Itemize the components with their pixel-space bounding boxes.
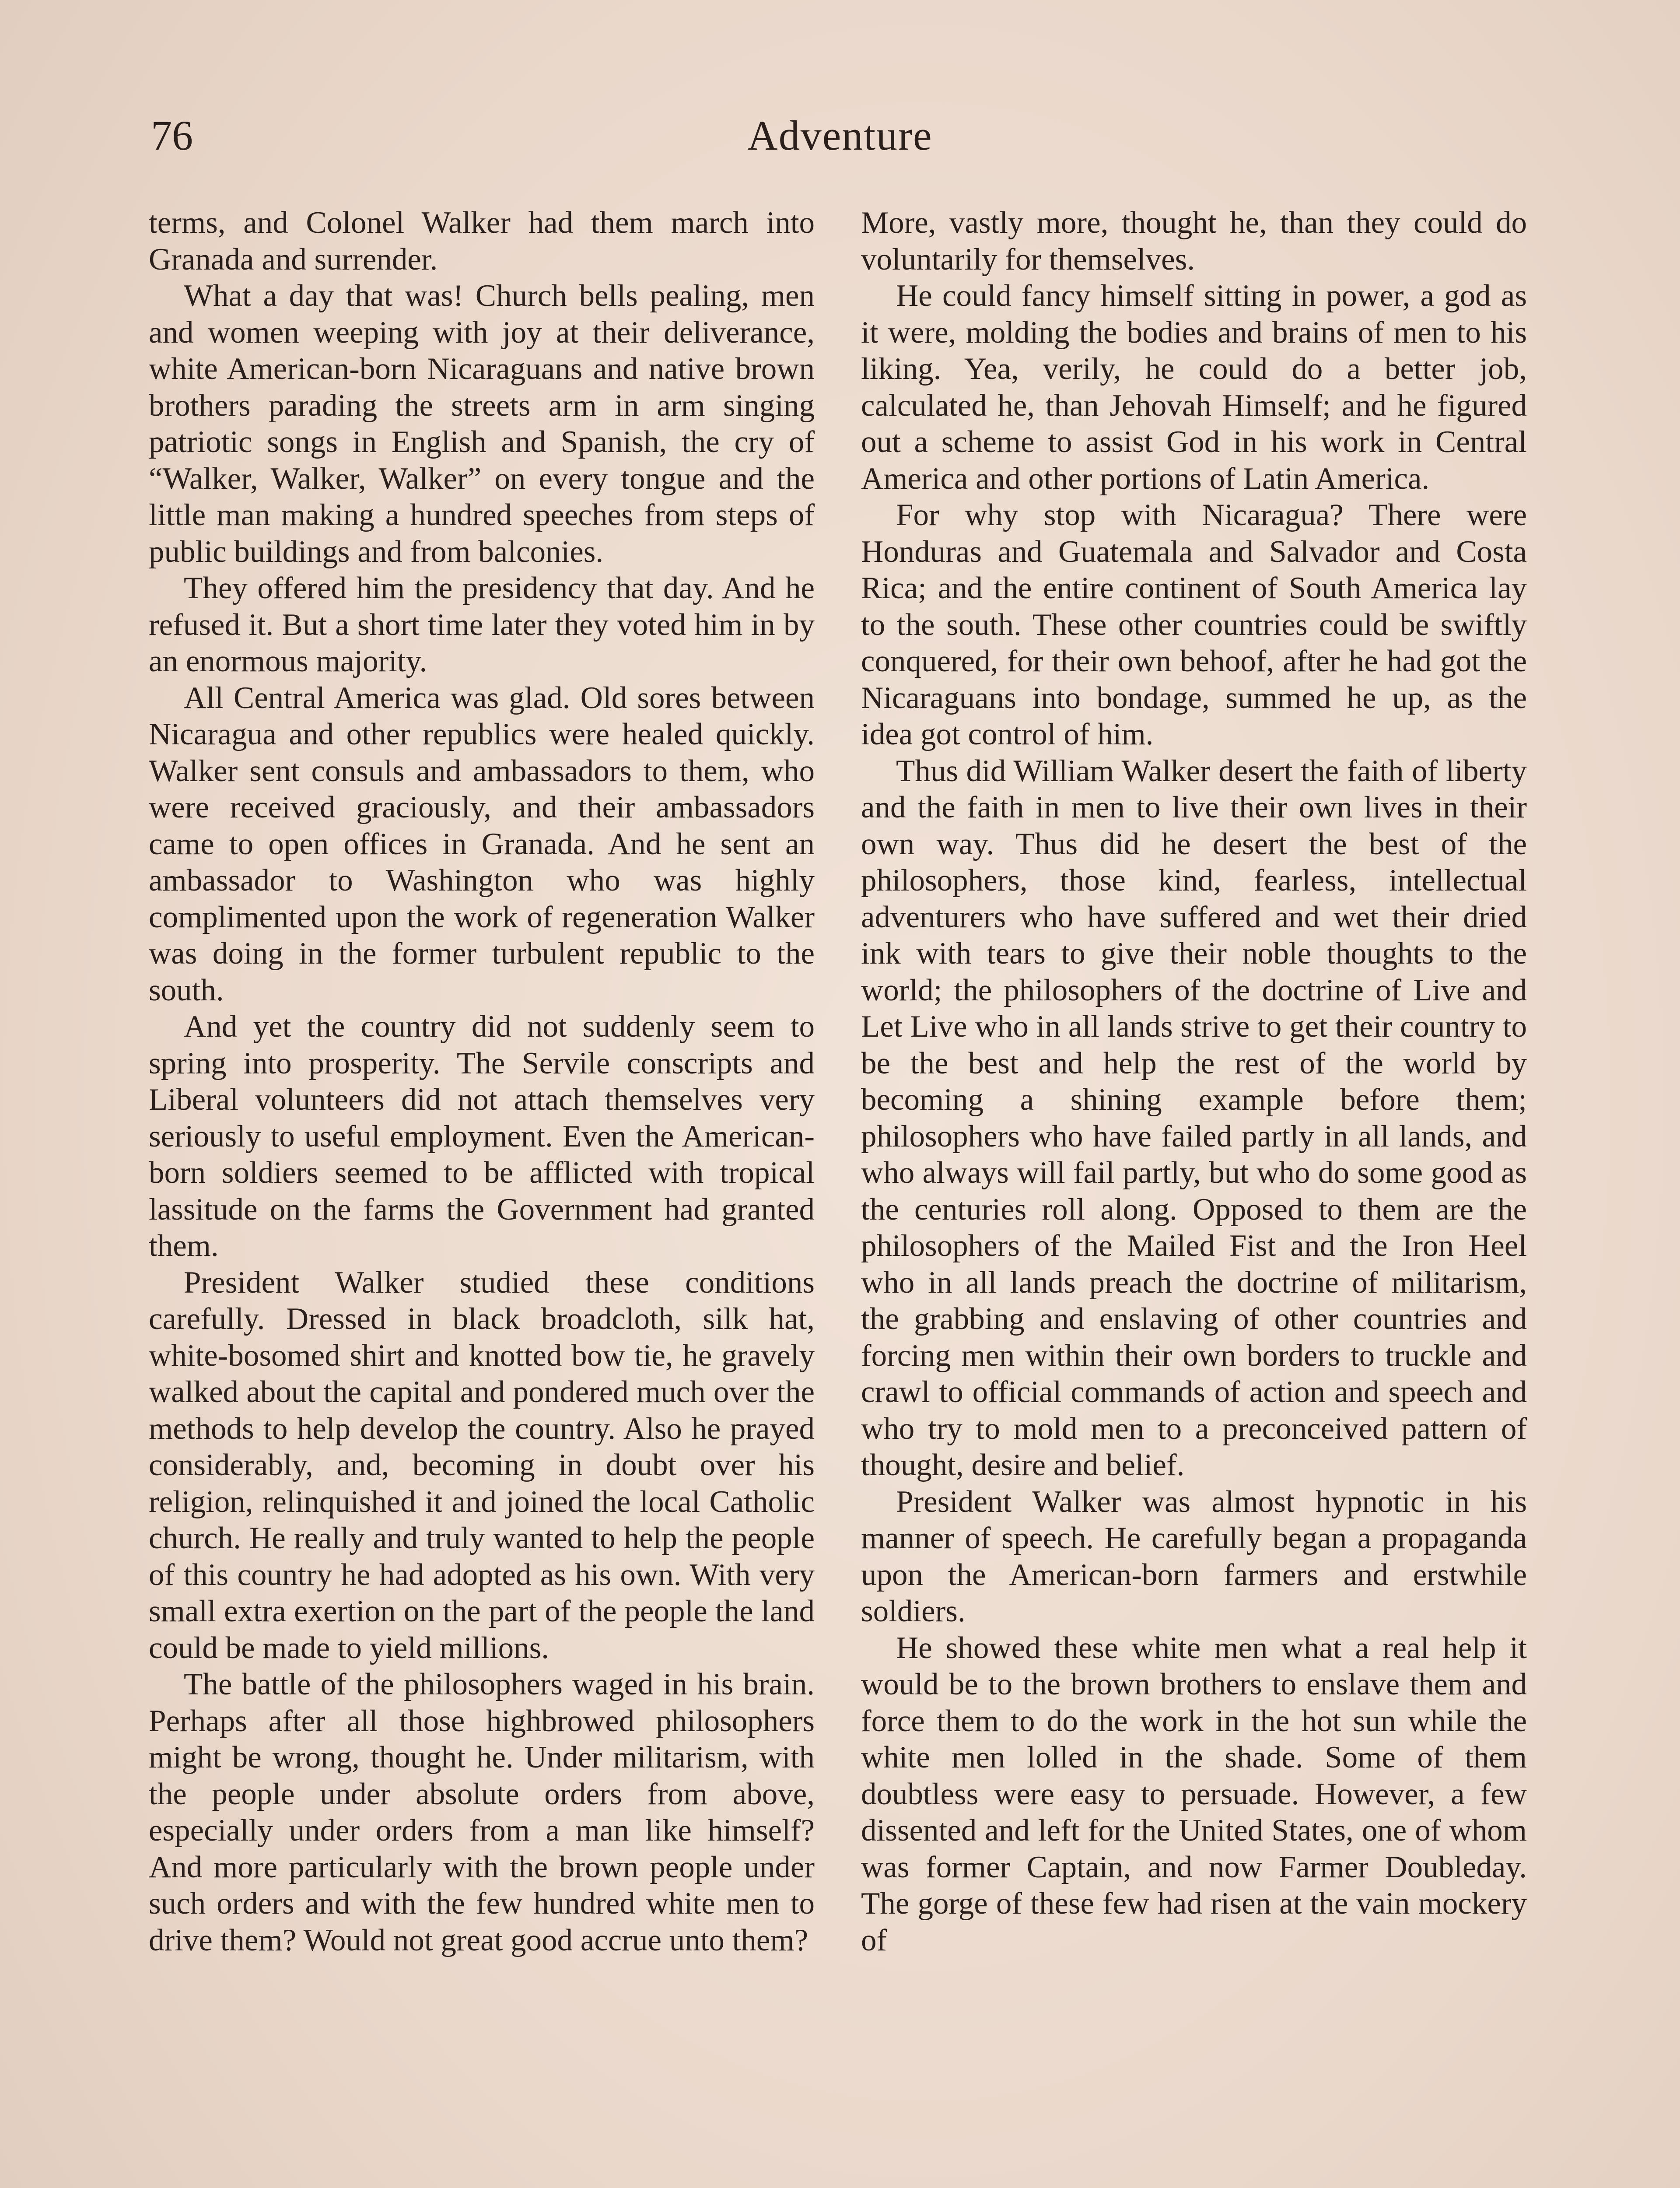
paragraph: terms, and Colonel Walker had them march into Granada and surrender. [149, 206, 815, 277]
running-head: Adventure [747, 112, 933, 159]
paragraph: More, vastly more, thought he, than they could do voluntarily for themselves. [861, 206, 1527, 277]
left-column [149, 205, 815, 1959]
paragraph: He could fancy himself sitting in power, a god as it were, molding the bodies and brains of men to his liking. Yea, verily, he could do a better job, calculated he, than Jehovah Himself; and he figured out a scheme to assist God in his work in Central America and other portions of Latin America. [861, 279, 1527, 496]
paragraph: They offered him the presidency that day. And he refused it. But a short time later they voted him in by an enormous majority. [149, 571, 815, 678]
paragraph: He showed these white men what a real help it would be to the brown brothers to enslave them and force them to do the work in the hot sun while the white men lolled in the shade. Some of them doubtless were easy to persuade. However, a few dissented and left for the United States, one of whom was former Captain, and now Farmer Doubleday. The gorge of these few had risen at the vain mockery of [861, 1630, 1527, 1957]
paragraph: President Walker was almost hypnotic in his manner of speech. He carefully began a propaganda upon the American-born farmers and erstwhile soldiers. [861, 1484, 1527, 1628]
paragraph: All Central America was glad. Old sores between Nicaragua and other republics were healed quickly. Walker sent consuls and ambassadors to them, who were received graciously, and their ambassadors came to open offices in Granada. And he sent an ambassador to Washington who was highly complimented upon the work of regeneration Walker was doing in the former turbulent republic to the south. [149, 680, 815, 1007]
paragraph: For why stop with Nicaragua? There were Honduras and Guatemala and Salvador and Costa Rica; and the entire continent of South America lay to the south. These other countries could be swiftly conquered, for their own behoof, after he had got the Nicaraguans into bondage, summed he up, as the idea got control of him. [861, 498, 1527, 751]
paragraph: And yet the country did not suddenly seem to spring into prosperity. The Servile conscripts and Liberal volunteers did not attach themselves very seriously to useful employment. Even the American-born soldiers seemed to be afflicted with tropical lassitude on the farms the Government had granted them. [149, 1010, 815, 1263]
paragraph: The battle of the philosophers waged in his brain. Perhaps after all those highbrowed philosophers might be wrong, thought he. Under militarism, with the people under absolute orders from above, especially under orders from a man like himself? And more particularly with the brown people under such orders and with the few hundred white men to drive them? Would not great good accrue unto them? [149, 1667, 815, 1957]
paragraph: What a day that was! Church bells pealing, men and women weeping with joy at their deliverance, white American-born Nicaraguans and native brown brothers parading the streets arm in arm singing patriotic songs in English and Spanish, the cry of “Walker, Walker, Walker” on every tongue and the little man making a hundred speeches from steps of public buildings and from balconies. [149, 279, 815, 569]
page-number: 76 [151, 112, 193, 159]
paragraph: Thus did William Walker desert the faith of liberty and the faith in men to live their own lives in their own way. Thus did he desert the best of the philosophers, those kind, fearless, intellectual adventurers who have suffered and wet their dried ink with tears to give their noble thoughts to the world; the philosophers of the doctrine of Live and Let Live who in all lands strive to get their country to be the best and help the rest of the world by becoming a shining example before them; philosophers who have failed partly in all lands, and who always will fail partly, but who do some good as the centuries roll along. Opposed to them are the philosophers of the Mailed Fist and the Iron Heel who in all lands preach the doctrine of militarism, the grabbing and enslaving of other countries and forcing men within their own borders to truckle and crawl to official commands of action and speech and who try to mold men to a preconceived pattern of thought, desire and belief. [861, 754, 1527, 1482]
paragraph: President Walker studied these conditions carefully. Dressed in black broadcloth, silk hat, white-bosomed shirt and knotted bow tie, he gravely walked about the capital and pondered much over the methods to help develop the country. Also he prayed considerably, and, becoming in doubt over his religion, relinquished it and joined the local Catholic church. He really and truly wanted to help the people of this country he had adopted as his own. With very small extra exertion on the part of the people the land could be made to yield millions. [149, 1265, 815, 1665]
right-column [861, 205, 1527, 1959]
